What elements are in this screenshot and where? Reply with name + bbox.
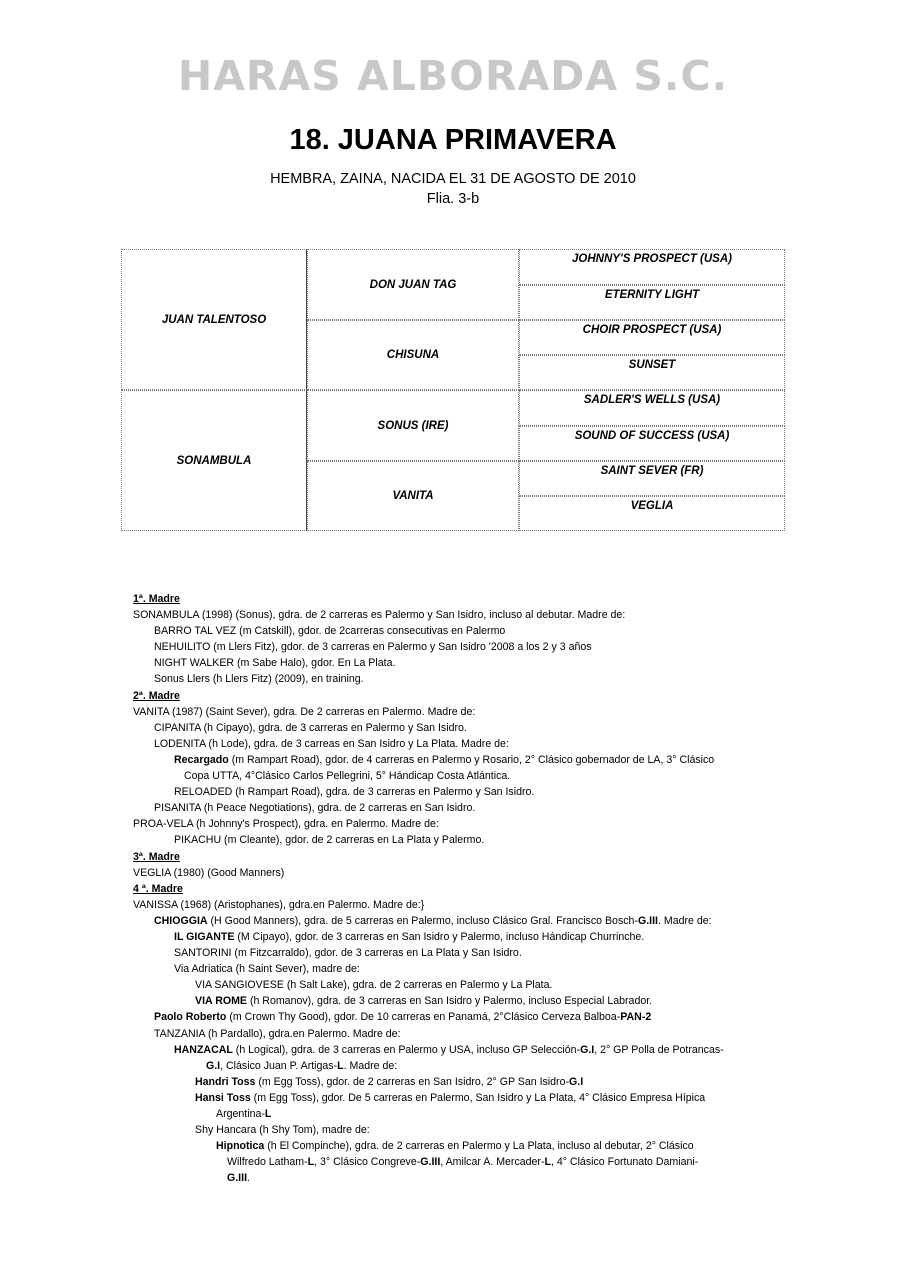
note-line: PISANITA (h Peace Negotiations), gdra. de 2 carreras en San Isidro. [154,802,476,815]
horse-name: Hipnotica [216,1140,265,1153]
note-line [133,1009,793,1025]
note-line [133,929,793,945]
note-line [133,752,793,768]
grade: L [264,1108,272,1120]
pedigree-dam-sire: SONUS (IRE) [307,390,519,461]
note-text: (m Egg Toss), gdor. De 5 carreras en Palermo, San Isidro y La Plata, 4° Clásico Empresa Hípica [250,1091,706,1104]
note-line: Copa UTTA, 4°Clásico Carlos Pellegrini, 5° Hándicap Costa Atlántica. [184,770,511,783]
heading-second-dam: 2ª. Madre [133,689,180,702]
grade: G.I [580,1043,595,1056]
note-line: NIGHT WALKER (m Sabe Halo), gdor. En La Plata. [154,657,396,670]
pedigree-ggp-3: CHOIR PROSPECT (USA) [519,320,785,355]
note-line [133,1042,793,1058]
pedigree-ggp-4: SUNSET [519,355,785,390]
pedigree-ggp-1: JOHNNY'S PROSPECT (USA) [519,249,785,285]
note-line [133,1138,793,1154]
note-line: SANTORINI (m Fitzcarraldo), gdor. de 3 carreras en La Plata y San Isidro. [174,947,522,960]
note-text: . Madre de: [657,914,712,927]
pedigree-ggp-6: SOUND OF SUCCESS (USA) [519,426,785,461]
note-text: (H Good Manners), gdra. de 5 carreras en Palermo, incluso Clásico Gral. Francisco Bosch- [207,914,638,927]
note-text: , Clásico Juan P. Artigas- [220,1059,338,1072]
note-line: BARRO TAL VEZ (m Catskill), gdor. de 2carreras consecutivas en Palermo [154,625,506,638]
heading-third-dam: 3ª. Madre [133,850,180,863]
heading-first-dam: 1ª. Madre [133,593,180,605]
note-line [133,1058,793,1074]
horse-name: HANZACAL [174,1043,233,1056]
note-line: CIPANITA (h Cipayo), gdra. de 3 carreras en Palermo y San Isidro. [154,721,467,734]
pedigree-ggp-5: SADLER'S WELLS (USA) [519,390,785,426]
note-text: . [247,1172,250,1185]
pedigree-sire-sire: DON JUAN TAG [307,249,519,320]
grade: L [544,1156,551,1169]
note-line: VEGLIA (1980) (Good Manners) [133,866,285,879]
horse-name: IL GIGANTE [174,930,235,943]
note-line: VANITA (1987) (Saint Sever), gdra. De 2 carreras en Palermo. Madre de: [133,705,476,718]
note-line: VIA SANGIOVESE (h Salt Lake), gdra. de 2 carreras en Palermo y La Plata. [195,979,553,992]
horse-name: Recargado [174,753,229,766]
note-text: Argentina- [216,1108,265,1120]
horse-name: Paolo Roberto [154,1011,227,1024]
note-text: , 2° GP Polla de Potrancas- [594,1043,724,1056]
note-text: (m Crown Thy Good), gdor. De 10 carreras en Panamá, 2°Clásico Cerveza Balboa- [226,1011,621,1024]
note-line: LODENITA (h Lode), gdra. de 3 carreas en San Isidro y La Plata. Madre de: [154,737,509,750]
family-notes [133,591,793,1186]
note-line: PIKACHU (m Cleante), gdor. de 2 carreras en La Plata y Palermo. [174,834,485,847]
note-line [133,1106,793,1122]
page-title: 18. JUANA PRIMAVERA [289,124,617,156]
note-text: . Madre de: [343,1059,398,1072]
note-text: , 4° Clásico Fortunato Damiani- [550,1156,699,1169]
heading-fourth-dam: 4 ª. Madre [133,882,183,895]
note-text: (M Cipayo), gdor. de 3 carreras en San Isidro y Palermo, incluso Hándicap Churrinche. [234,930,645,943]
grade: PAN-2 [620,1011,652,1024]
grade: G.III [420,1156,441,1169]
note-line: SONAMBULA (1998) (Sonus), gdra. de 2 carreras es Palermo y San Isidro, incluso al debutar. Madre de: [133,609,626,622]
pedigree-table [121,249,785,531]
brand-header: HARAS ALBORADA S.C. [177,52,729,100]
note-text: (h Logical), gdra. de 3 carreras en Palermo y USA, incluso GP Selección- [232,1043,581,1056]
note-text: , 3° Clásico Congreve- [314,1156,421,1169]
note-line: NEHUILITO (m Llers Fitz), gdor. de 3 carreras en Palermo y San Isidro '2008 a los 2 y 3 años [154,641,592,654]
horse-name: CHIOGGIA [154,914,208,927]
grade: G.III [637,914,658,927]
grade: G.I [569,1075,584,1088]
note-text: , Amilcar A. Mercader- [440,1156,545,1169]
pedigree-dam-dam: VANITA [307,461,519,531]
note-line [133,1090,793,1106]
pedigree-ggp-2: ETERNITY LIGHT [519,285,785,320]
note-line [133,1074,793,1090]
grade: L [337,1059,344,1072]
horse-name: Hansi Toss [195,1091,251,1104]
note-line [133,993,793,1009]
grade: G.I [206,1059,221,1072]
note-line: PROA-VELA (h Johnny's Prospect), gdra. en Palermo. Madre de: [133,818,439,831]
horse-description: HEMBRA, ZAINA, NACIDA EL 31 DE AGOSTO DE 2010 [270,171,636,187]
pedigree-sire: JUAN TALENTOSO [121,249,307,390]
note-text: (h Romanov), gdra. de 3 carreras en San Isidro y Palermo, incluso Especial Labrador. [247,995,653,1008]
note-line: VANISSA (1968) (Aristophanes), gdra.en Palermo. Madre de:} [133,898,425,911]
family-line: Flia. 3-b [426,191,480,207]
horse-name: Handri Toss [195,1075,256,1088]
grade: L [307,1156,315,1169]
note-text: Wilfredo Latham- [227,1156,308,1169]
pedigree-dam: SONAMBULA [121,390,307,531]
grade: G.III [227,1172,248,1185]
note-line: RELOADED (h Rampart Road), gdra. de 3 carreras en Palermo y San Isidro. [174,786,535,799]
note-line [133,913,793,929]
horse-name: VIA ROME [195,995,247,1008]
note-line [133,1170,793,1186]
note-text: (h El Compinche), gdra. de 2 carreras en Palermo y La Plata, incluso al debutar, 2° Clásico [264,1140,694,1153]
note-line [133,1154,793,1170]
pedigree-ggp-7: SAINT SEVER (FR) [519,461,785,496]
note-line: Sonus Llers (h Llers Fitz) (2009), en training. [154,673,364,686]
pedigree-sire-dam: CHISUNA [307,320,519,390]
note-line: TANZANIA (h Pardallo), gdra.en Palermo. Madre de: [154,1027,401,1040]
pedigree-ggp-8: VEGLIA [519,496,785,531]
note-line: Via Adriatica (h Saint Sever), madre de: [174,963,360,976]
note-line: Shy Hancara (h Shy Tom), madre de: [195,1124,370,1137]
note-text: (m Rampart Road), gdor. de 4 carreras en Palermo y Rosario, 2° Clásico gobernador de LA, 3° Clásico [228,753,715,766]
note-text: (m Egg Toss), gdor. de 2 carreras en San Isidro, 2° GP San Isidro- [255,1075,570,1088]
